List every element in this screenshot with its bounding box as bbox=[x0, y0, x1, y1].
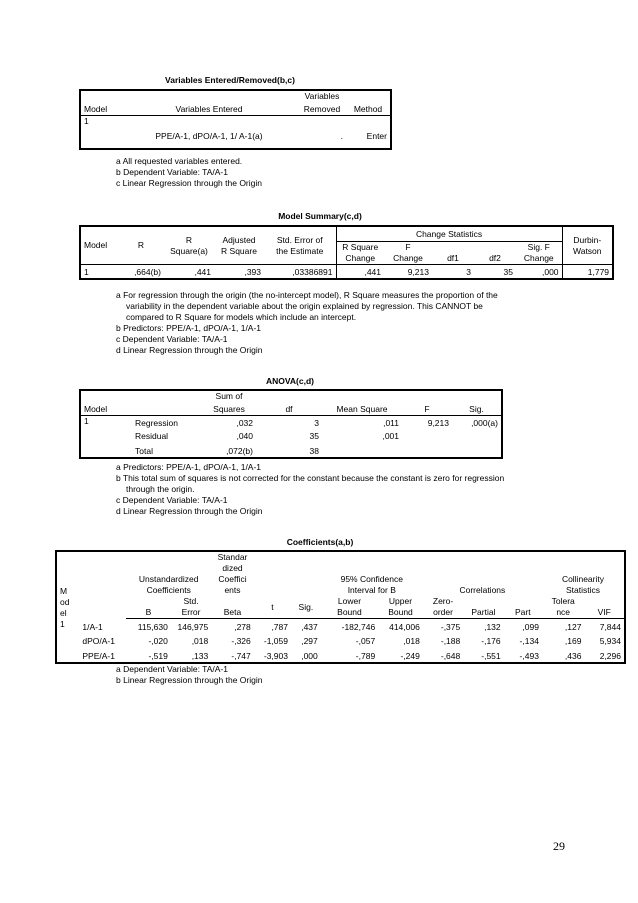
header-sig: Sig. bbox=[452, 402, 502, 416]
row-removed: . bbox=[298, 116, 346, 150]
footnote: d Linear Regression through the Origin bbox=[116, 506, 263, 516]
header-sig: Sig. bbox=[291, 596, 321, 619]
model-summary-notes bbox=[116, 290, 616, 356]
header-model: M od el bbox=[56, 551, 79, 619]
row-method: Enter bbox=[346, 116, 391, 150]
header-f: F bbox=[402, 402, 452, 416]
header-model: Model bbox=[80, 226, 118, 265]
footnote: compared to R Square for models which include an intercept. bbox=[126, 312, 357, 322]
coefficients-table: M od el Standar dized Unstandardized Coefficients Coeffici ents 95% Confidence Interval for B Correlations Collinearity Statistics B Std. Error Beta t Sig. Lower Bound Upper Bound Zero- order Partial Part Tolera nce VIF 1 1/A-1 115,630 146,975 ,278 ,787 ,437 -182,746 414,006 -,375 ,132 ,099 ,127 7,844 dPO/A-1 -,020 ,018 -,326 -1,059 ,297 -,057 ,018 -,188 -,176 -,134 ,169 5,934 PPE/A-1 -,519 ,133 -,747 -3,903 ,000 -,789 -,249 -,648 -,551 -,493 ,436 2,296 bbox=[55, 550, 626, 664]
footnote: c Dependent Variable: TA/A-1 bbox=[116, 334, 228, 344]
header-model: Model bbox=[80, 102, 120, 116]
variables-entered-title: Variables Entered/Removed(b,c) bbox=[165, 75, 295, 85]
header-change-statistics: Change Statistics bbox=[336, 226, 562, 242]
footnote: b Predictors: PPE/A-1, dPO/A-1, 1/A-1 bbox=[116, 323, 262, 333]
footnote: a Dependent Variable: TA/A-1 bbox=[116, 664, 228, 674]
footnote: a For regression through the origin (the no-intercept model), R Square measures the proportion of the bbox=[116, 290, 498, 300]
header-df: df bbox=[256, 402, 322, 416]
page-number: 29 bbox=[553, 839, 565, 853]
header-standardized: Coeffici ents bbox=[218, 574, 247, 595]
header-mean-square: Mean Square bbox=[322, 402, 402, 416]
header-variables-entered: Variables Entered bbox=[120, 102, 298, 116]
header-r-square-change: R Square Change bbox=[342, 242, 379, 263]
footnote: b Linear Regression through the Origin bbox=[116, 675, 263, 685]
footnote: through the origin. bbox=[126, 484, 195, 494]
table-row: Residual ,040 35 ,001 bbox=[80, 429, 502, 442]
table-row: 1 1/A-1 115,630 146,975 ,278 ,787 ,437 -182,746 414,006 -,375 ,132 ,099 ,127 7,844 bbox=[56, 619, 625, 633]
anova-notes bbox=[116, 462, 616, 517]
footnote: variability in the dependent variable about the origin explained by regression. This CANNOT be bbox=[126, 301, 483, 311]
header-removed: Variables bbox=[298, 90, 346, 102]
header-vif: VIF bbox=[584, 596, 625, 619]
table-row: PPE/A-1 -,519 ,133 -,747 -3,903 ,000 -,789 -,249 -,648 -,551 -,493 ,436 2,296 bbox=[56, 647, 625, 663]
header-r: R bbox=[118, 226, 164, 265]
table-row: 1 Regression ,032 3 ,011 9,213 ,000(a) bbox=[80, 416, 502, 430]
header-df2: df2 bbox=[489, 253, 501, 263]
header-unstandardized: Unstandardized Coefficients bbox=[138, 574, 199, 595]
table-row: dPO/A-1 -,020 ,018 -,326 -1,059 ,297 -,057 ,018 -,188 -,176 -,134 ,169 5,934 bbox=[56, 633, 625, 647]
footnote: b Dependent Variable: TA/A-1 bbox=[116, 167, 228, 177]
header-durbin-watson: Durbin- Watson bbox=[562, 226, 613, 265]
header-t: t bbox=[254, 596, 291, 619]
model-summary-table bbox=[79, 225, 614, 280]
header-sum-of-squares: Squares bbox=[202, 402, 256, 416]
header-collinearity: Collinearity Statistics bbox=[542, 574, 625, 596]
footnote: c Dependent Variable: TA/A-1 bbox=[116, 495, 228, 505]
header-partial: Partial bbox=[463, 596, 503, 619]
header-beta: Beta bbox=[211, 596, 254, 619]
anova-title: ANOVA(c,d) bbox=[265, 376, 314, 386]
header-tolerance: Tolera nce bbox=[542, 596, 585, 619]
header-r-square: R Square(a) bbox=[164, 226, 214, 265]
header-std-error: Std. Error of the Estimate bbox=[264, 226, 336, 265]
table-row: 1 ,664(b) ,441 ,393 ,03386891 ,441 9,213 3 35 ,000 1,779 bbox=[80, 265, 613, 280]
header-method: Method bbox=[346, 102, 391, 116]
coefficients-title: Coefficients(a,b) bbox=[286, 537, 354, 547]
header-sig-f-change: Sig. F Change bbox=[523, 242, 554, 263]
header-df1: df1 bbox=[447, 253, 459, 263]
row-entered: PPE/A-1, dPO/A-1, 1/ A-1(a) bbox=[120, 116, 298, 150]
footnote: c Linear Regression through the Origin bbox=[116, 178, 262, 188]
header-part: Part bbox=[504, 596, 542, 619]
header-f-change: F Change bbox=[393, 242, 423, 263]
header-lower-bound: Lower Bound bbox=[321, 596, 378, 619]
footnote: a All requested variables entered. bbox=[116, 156, 243, 166]
anova-table: Sum of Model Squares df Mean Square F Sig. 1 Regression ,032 3 ,011 9,213 ,000(a) Residual ,040 35 ,001 Total ,072(b) 38 bbox=[79, 389, 503, 459]
header-zero-order: Zero- order bbox=[423, 596, 463, 619]
header-b: B bbox=[126, 596, 171, 619]
header-upper-bound: Upper Bound bbox=[378, 596, 423, 619]
table-row: Total ,072(b) 38 bbox=[80, 442, 502, 458]
header-std-error: Std. Error bbox=[171, 596, 211, 619]
footnote: a Predictors: PPE/A-1, dPO/A-1, 1/A-1 bbox=[116, 462, 262, 472]
model-summary-title: Model Summary(c,d) bbox=[278, 211, 362, 221]
header-model: Model bbox=[80, 402, 132, 416]
coefficients-notes bbox=[116, 664, 262, 686]
footnote: d Linear Regression through the Origin bbox=[116, 345, 263, 355]
header-correlations: Correlations bbox=[459, 585, 506, 595]
header-adjusted-r-square: Adjusted R Square bbox=[214, 226, 264, 265]
variables-entered-table: Variables Model Variables Entered Removed Method 1 PPE/A-1, dPO/A-1, 1/ A-1(a) . Enter bbox=[79, 89, 392, 150]
variables-entered-notes bbox=[116, 156, 262, 189]
row-model: 1 bbox=[80, 116, 120, 150]
footnote: b This total sum of squares is not corrected for the constant because the constant is zero for regression bbox=[116, 473, 505, 483]
header-confidence-interval: 95% Confidence Interval for B bbox=[340, 574, 403, 595]
